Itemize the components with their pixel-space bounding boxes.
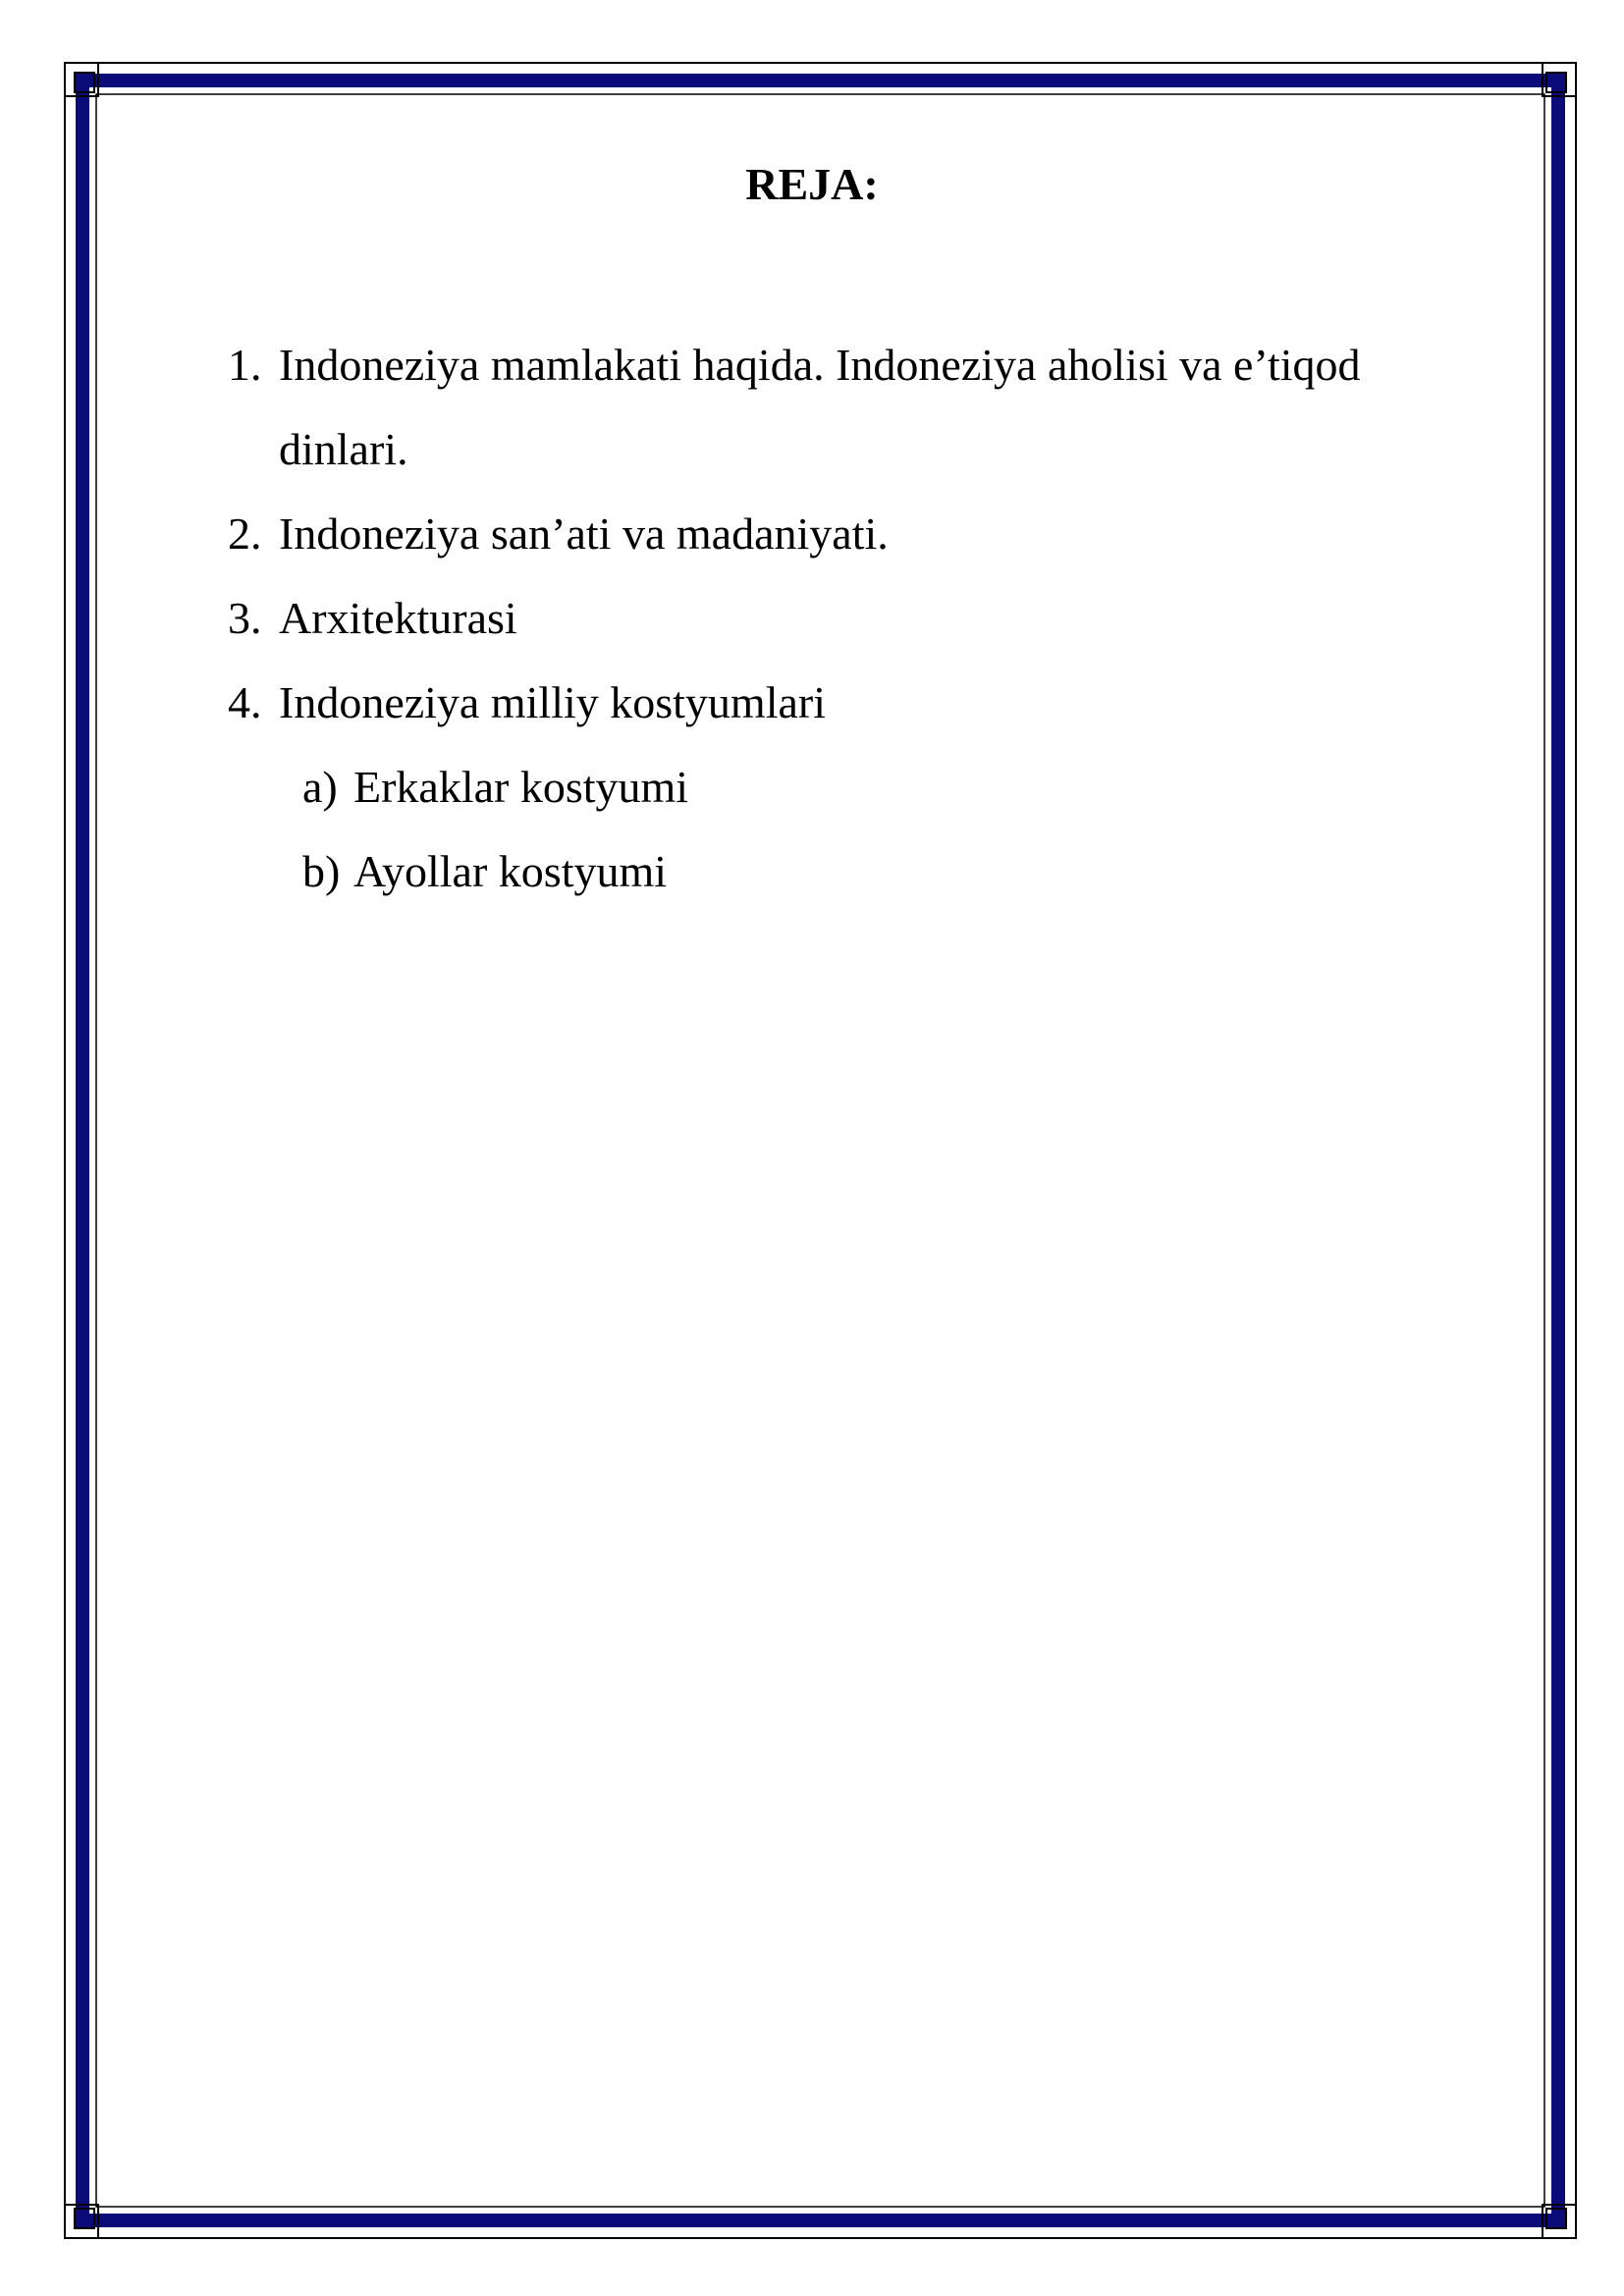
sub-list-item xyxy=(279,829,1485,914)
item-text: Indoneziya mamlakati haqida. Indoneziya aholisi va e’tiqod dinlari. xyxy=(279,340,1361,474)
sub-list xyxy=(279,745,1485,914)
item-number: 1. xyxy=(228,340,262,390)
item-text: Indoneziya san’ati va madaniyati. xyxy=(279,508,889,559)
item-number: 4. xyxy=(228,677,262,727)
item-number: 3. xyxy=(228,593,262,643)
subitem-letter: a) xyxy=(302,762,338,812)
page-title: REJA: xyxy=(745,159,879,209)
item-number: 2. xyxy=(228,508,262,559)
list-item xyxy=(228,661,1485,914)
subitem-text: Ayollar kostyumi xyxy=(353,846,668,896)
subitem-text: Erkaklar kostyumi xyxy=(353,762,689,812)
list-item xyxy=(228,492,1485,576)
list-item xyxy=(228,323,1485,492)
subitem-letter: b) xyxy=(302,846,341,896)
item-text: Arxitekturasi xyxy=(279,593,517,643)
sub-list-item xyxy=(279,745,1485,829)
item-text: Indoneziya milliy kostyumlari xyxy=(279,677,827,727)
list-item xyxy=(228,576,1485,661)
plan-list xyxy=(228,323,1485,914)
